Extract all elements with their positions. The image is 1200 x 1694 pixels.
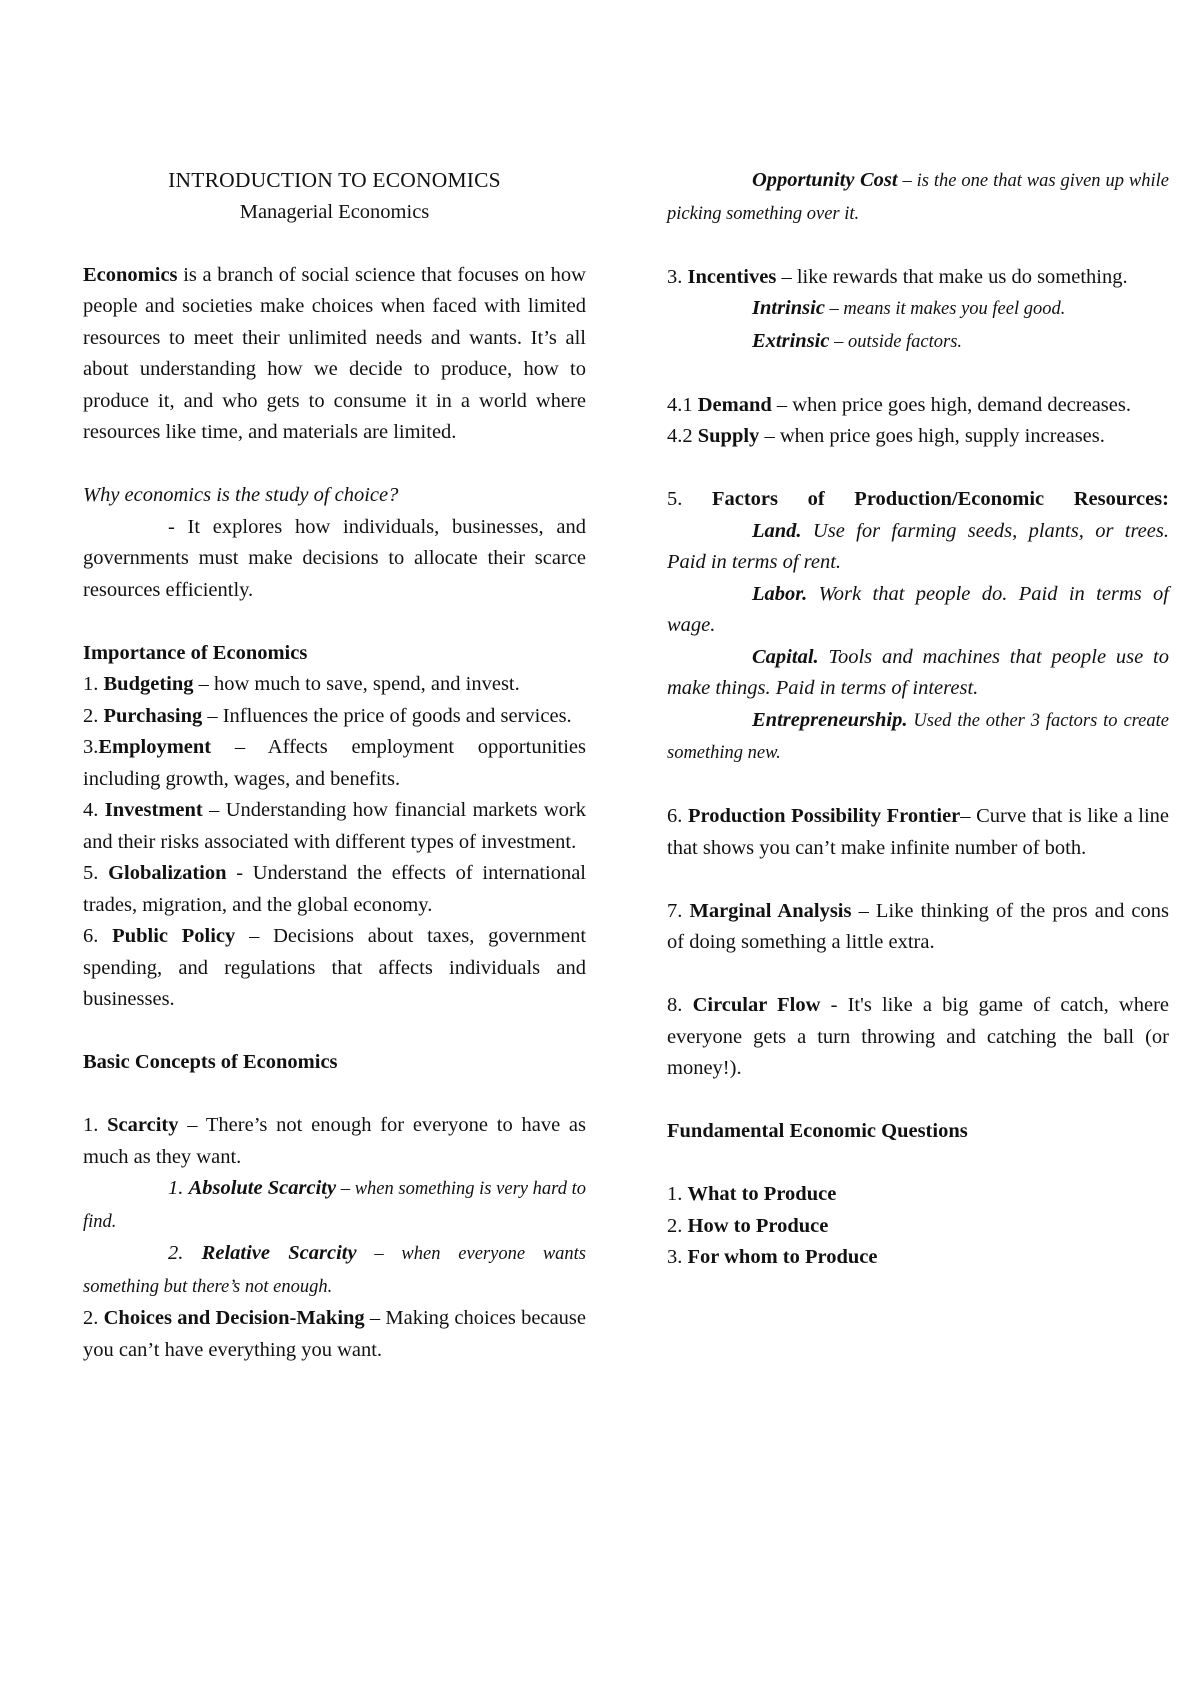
concept-relative-scarcity: 2. Relative Scarcity – when everyone wants something but there’s not enough. — [83, 1242, 586, 1297]
factor-entrepreneurship: Entrepreneurship. Used the other 3 factors to create something new. — [667, 708, 1169, 763]
incentive-intrinsic: Intrinsic – means it makes you feel good. — [752, 297, 1066, 319]
factors-heading: 5. Factors of Production/Economic Resources: — [667, 488, 1169, 510]
importance-item-budgeting: 1. Budgeting – how much to save, spend, and invest. — [83, 673, 520, 695]
importance-item-public-policy: 6. Public Policy – Decisions about taxes, government spending, and regulations that affects individuals and businesses. — [83, 925, 587, 1010]
concept-circular-flow: 8. Circular Flow - It's like a big game of catch, where everyone gets a turn throwing and catching the ball (or money!). — [667, 994, 1169, 1079]
factor-land: Land. Use for farming seeds, plants, or trees. Paid in terms of rent. — [667, 519, 1169, 573]
concept-choices: 2. Choices and Decision-Making – Making choices because you can’t have everything you want. — [83, 1307, 587, 1361]
page-subtitle: Managerial Economics — [239, 200, 430, 223]
why-question: Why economics is the study of choice? — [83, 484, 399, 506]
concept-opportunity-cost: Opportunity Cost – is the one that was given up while picking something over it. — [667, 169, 1169, 224]
term: Economics — [83, 263, 178, 286]
factor-labor: Labor. Work that people do. Paid in terms of wage. — [667, 582, 1169, 636]
importance-item-globalization: 5. Globalization - Understand the effects of international trades, migration, and the global economy. — [83, 862, 587, 916]
concept-marginal-analysis: 7. Marginal Analysis – Like thinking of the pros and cons of doing something a little extra. — [667, 899, 1169, 953]
question-item: 2. How to Produce — [667, 1214, 829, 1237]
factor-capital: Capital. Tools and machines that people use to make things. Paid in terms of interest. — [667, 645, 1169, 699]
concept-scarcity: 1. Scarcity – There’s not enough for everyone to have as much as they want. — [83, 1114, 587, 1168]
basic-concepts-heading: Basic Concepts of Economics — [83, 1051, 338, 1073]
page-title: INTRODUCTION TO ECONOMICS — [168, 168, 501, 192]
concept-ppf: 6. Production Possibility Frontier– Curve that is like a line that shows you can’t make infinite number of both. — [667, 805, 1170, 859]
concept-supply: 4.2 Supply – when price goes high, supply increases. — [667, 425, 1105, 447]
concept-incentives: 3. Incentives – like rewards that make us do something. — [667, 265, 1128, 288]
concept-absolute-scarcity: 1. Absolute Scarcity – when something is very hard to find. — [83, 1177, 587, 1232]
concept-demand: 4.1 Demand – when price goes high, demand decreases. — [667, 393, 1131, 416]
question-item: 1. What to Produce — [667, 1183, 837, 1205]
economics-definition: Economics is a branch of social science that focuses on how people and societies make choices when faced with limited resources to meet their unlimited needs and wants. It’s all about understanding how we decide to produce, how to produce it, and who gets to consume it in a world where resources like time, and materials are limited. — [83, 263, 586, 443]
question-item: 3. For whom to Produce — [667, 1246, 878, 1268]
why-answer: - It explores how individuals, businesses, and governments must make decisions to allocate their scarce resources efficiently. — [83, 515, 586, 601]
importance-heading: Importance of Economics — [83, 641, 308, 664]
importance-item-employment: 3.Employment – Affects employment opportunities including growth, wages, and benefits. — [83, 736, 586, 790]
incentive-extrinsic: Extrinsic – outside factors. — [752, 329, 963, 352]
questions-heading: Fundamental Economic Questions — [667, 1120, 968, 1142]
importance-item-purchasing: 2. Purchasing – Influences the price of goods and services. — [83, 704, 572, 727]
importance-item-investment: 4. Investment – Understanding how financial markets work and their risks associated with different types of investment. — [83, 799, 586, 853]
left-column — [83, 165, 586, 1366]
right-column — [667, 165, 1169, 1274]
